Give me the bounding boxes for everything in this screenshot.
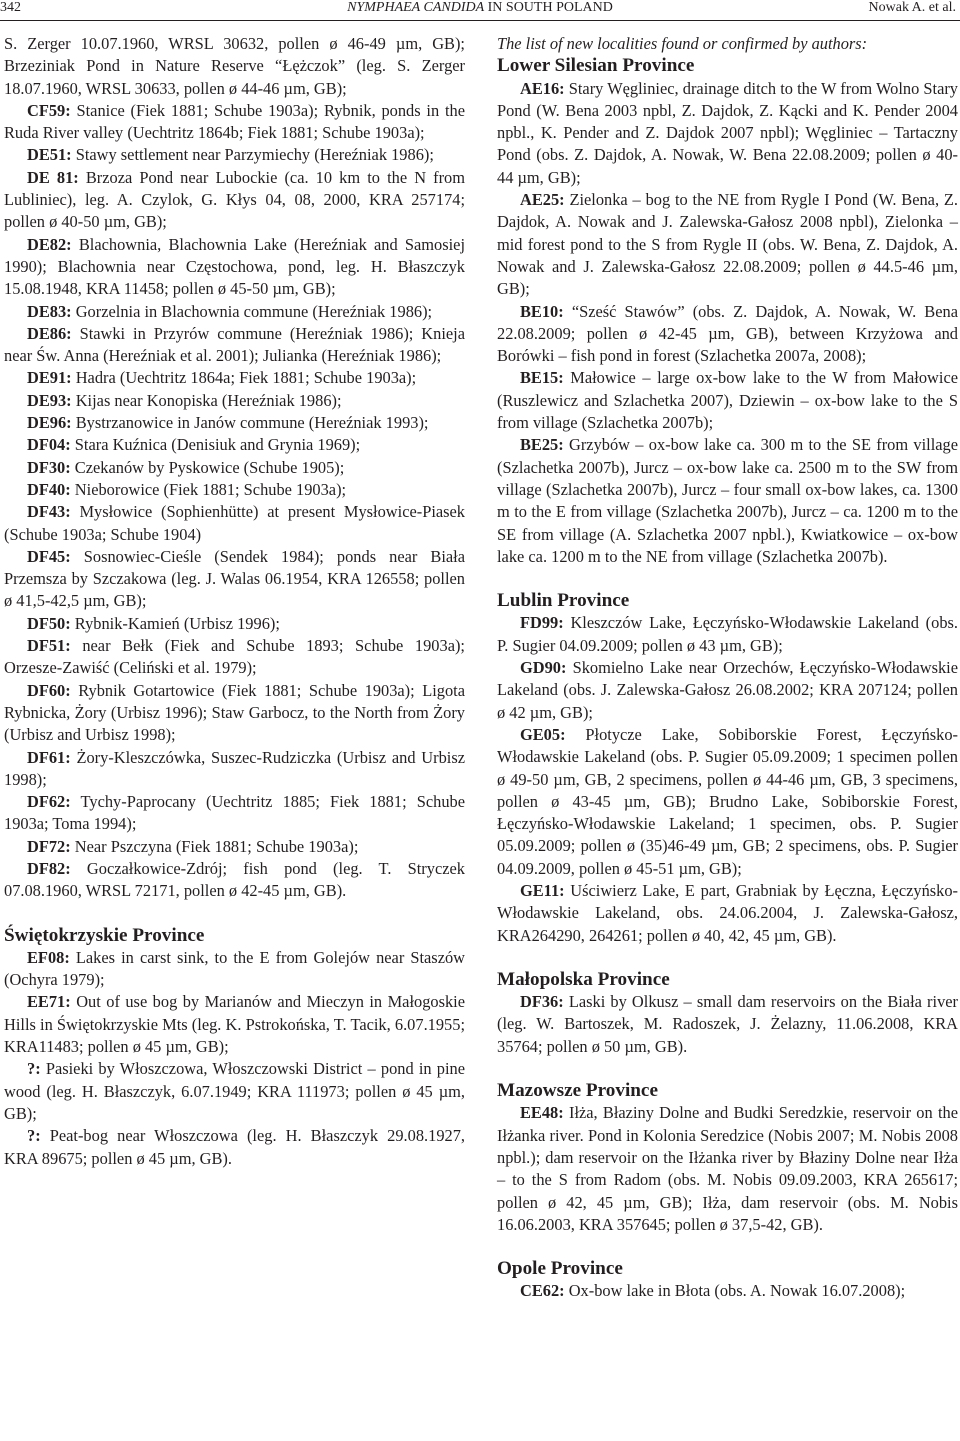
grid-code: DE 81: xyxy=(27,167,79,187)
entry-text: Stawy settlement near Parzymiechy (Hereźniak 1986); xyxy=(71,145,434,165)
entry-text: Stary Węgliniec, drainage ditch to the W from Wolno Stary Pond (W. Bena 2003 npbl, Z. Dajdok, Z. Kącki and K. Pender 2004 npbl., K. Pender and Z. Dajdok 2007 npbl); Węgliniec – Tartaczny Pond (obs. Z. Dajdok, A. Nowak, W. Bena 22.08.2009; pollen ø 40-44 µm, GB); xyxy=(497,78,958,187)
locality-entry xyxy=(497,1280,958,1302)
locality-entry xyxy=(4,144,465,166)
grid-code: FD99: xyxy=(520,613,564,633)
entry-text: Żory-Kleszczówka, Suszec-Rudziczka (Urbisz and Urbisz 1998); xyxy=(4,747,465,789)
grid-code: DF36: xyxy=(520,992,564,1012)
grid-code: DF82: xyxy=(27,858,71,878)
entry-text: Zielonka – bog to the NE from Rygle I Pond (W. Bena, Z. Dajdok, A. Nowak and J. Zalewska-Gałosz 2008 npbl), Zielonka – mid forest pond to the S from Rygle II (obs. W. Bena, Z. Dajdok, A. Nowak and J. Zalewska-Gałosz 22.08.2009; pollen ø 44.5-46 µm, GB); xyxy=(497,190,958,299)
province-heading-mazowsze: Mazowsze Province xyxy=(497,1080,658,1102)
entry-text: Ox-bow lake in Błota (obs. A. Nowak 16.07.2008); xyxy=(564,1281,906,1301)
locality-entry xyxy=(4,301,465,323)
entry-text: Skomielno Lake near Orzechów, Łęczyńsko-Włodawskie Lakeland (obs. J. Zalewska-Gałosz 26.08.2002; KRA 207124; pollen ø 42 µm, GB); xyxy=(497,658,958,722)
grid-code: DF61: xyxy=(27,747,71,767)
page-number: 342 xyxy=(0,0,21,15)
running-header xyxy=(0,0,960,16)
grid-code: CF59: xyxy=(27,100,71,120)
locality-entry xyxy=(497,657,958,724)
grid-code: GD90: xyxy=(520,658,567,678)
entry-text: Uściwierz Lake, E part, Grabniak by Łęczna, Łęczyńsko-Włodawskie Lakeland, obs. 24.06.2004, J. Zalewska-Gałosz, KRA264290, 264261; pollen ø 40, 42, 45 µm, GB). xyxy=(497,880,958,945)
grid-code: DE91: xyxy=(27,368,72,388)
locality-entry xyxy=(4,613,465,635)
grid-code: EF08: xyxy=(27,947,70,967)
entry-text: Mysłowice (Sophienhütte) at present Mysłowice-Piasek (Schube 1903a; Schube 1904) xyxy=(4,502,465,544)
entry-text: Pasieki by Włoszczowa, Włoszczowski District – pond in pine wood (leg. H. Błaszczyk, 6.07.1949; KRA 111973; pollen ø 45 µm, GB); xyxy=(4,1059,465,1123)
entry-text: Lakes in carst sink, to the E from Golejów near Staszów (Ochyra 1979); xyxy=(4,947,465,990)
grid-code: AE16: xyxy=(520,78,565,98)
grid-code: ?: xyxy=(27,1059,41,1079)
running-authors: Nowak A. et al. xyxy=(868,0,956,15)
entry-text: Sosnowiec-Cieśle (Sendek 1984); ponds near Biała Przemsza by Szczakowa (leg. J. Walas 06.1954, KRA 126558; pollen ø 41,5-42,5 µm, GB); xyxy=(4,546,465,611)
entry-text: “Sześć Stawów” (obs. Z. Dajdok, A. Nowak, W. Bena 22.08.2009; pollen ø 42-45 µm, GB), between Krzyżowa and Borówki – fish pond in forest (Szlachetka 2007a, 2008); xyxy=(497,301,958,366)
entry-text: Stara Kuźnica (Denisiuk and Grynia 1969); xyxy=(70,435,361,455)
locality-entry xyxy=(497,301,958,368)
entry-text: Nieborowice (Fiek 1881; Schube 1903a); xyxy=(70,479,347,499)
locality-entry xyxy=(4,947,465,992)
grid-code: DE86: xyxy=(27,323,72,343)
entry-text: Tychy-Paprocany (Uechtritz 1885; Fiek 1881; Schube 1903a; Toma 1994); xyxy=(4,792,465,834)
province-heading-malopolska: Małopolska Province xyxy=(497,968,670,990)
entry-text: Małowice – large ox-bow lake to the W from Małowice (Ruszlewicz and Szlachetka 2007), Dziewin – ox-bow lake to the S from village (Szlachetka 2007b); xyxy=(497,368,958,433)
locality-entry xyxy=(4,791,465,836)
running-title-species: NYMPHAEA CANDIDA xyxy=(347,0,485,15)
grid-code: DF40: xyxy=(27,479,71,499)
grid-code: DF50: xyxy=(27,613,71,633)
grid-code: DF43: xyxy=(27,502,71,522)
locality-entry xyxy=(497,724,958,880)
entry-text: Gorzelnia in Blachownia commune (Hereźniak 1986); xyxy=(71,301,433,321)
running-title xyxy=(0,0,960,16)
locality-entry xyxy=(4,412,465,434)
locality-entry xyxy=(4,501,465,546)
entry-text: Czekanów by Pyskowice (Schube 1905); xyxy=(70,457,345,477)
entry-text: Near Pszczyna (Fiek 1881; Schube 1903a); xyxy=(70,836,359,856)
new-localities-intro: The list of new localities found or confirmed by authors: xyxy=(497,34,868,53)
province-heading-swietokrzyskie: Świętokrzyskie Province xyxy=(4,924,205,946)
grid-code: DE93: xyxy=(27,390,72,410)
locality-entry xyxy=(4,457,465,479)
header-rule xyxy=(0,20,960,21)
entry-text: Bystrzanowice in Janów commune (Hereźniak 1993); xyxy=(71,413,429,433)
locality-entry xyxy=(4,434,465,456)
entry-text: Blachownia, Blachownia Lake (Hereźniak and Samosiej 1990); Blachownia near Częstochowa, pond, leg. H. Błaszczyk 15.08.1948, KRA 11458; pollen ø 45-50 µm, GB); xyxy=(4,234,465,299)
grid-code: AE25: xyxy=(520,190,565,210)
grid-code: DF51: xyxy=(27,636,71,656)
running-title-rest: IN SOUTH POLAND xyxy=(484,0,613,15)
grid-code: DF72: xyxy=(27,836,71,856)
grid-code: DE96: xyxy=(27,413,72,433)
grid-code: BE10: xyxy=(520,301,564,321)
locality-entry xyxy=(4,635,465,680)
locality-entry xyxy=(4,836,465,858)
entry-text: Hadra (Uechtritz 1864a; Fiek 1881; Schube 1903a); xyxy=(71,368,417,388)
locality-entry xyxy=(4,546,465,613)
locality-entry xyxy=(4,747,465,792)
grid-code: DE82: xyxy=(27,234,72,254)
grid-code: DF04: xyxy=(27,435,71,455)
entry-text: near Bełk (Fiek and Schube 1893; Schube 1903a); Orzesze-Zawiść (Celiński et al. 1979); xyxy=(4,636,465,678)
entry-text: Płotycze Lake, Sobiborskie Forest, Łęczyńsko-Włodawskie Lakeland (obs. P. Sugier 05.09.2009; 1 specimen pollen ø 49-50 µm, GB, 2 specimens, pollen ø 44-46 µm, GB, 3 specimens, pollen ø 43-45 µm, GB); Brudno Lake, Sobiborskie Forest, Łęczyńsko-Włodawskie Lakeland; 1 specimen, obs. P. Sugier 05.09.2009; pollen ø (35)46-49 µm, GB; 2 specimens, obs. P. Sugier 04.09.2009, pollen ø 45-51 µm, GB); xyxy=(497,724,958,878)
locality-entry xyxy=(4,234,465,301)
entry-text: Kleszczów Lake, Łęczyńsko-Włodawskie Lakeland (obs. P. Sugier 04.09.2009; pollen ø 43 µm, GB); xyxy=(497,613,958,655)
grid-code: DF60: xyxy=(27,680,71,700)
locality-entry xyxy=(497,78,958,189)
grid-code: ?: xyxy=(27,1126,41,1146)
grid-code: DE83: xyxy=(27,301,72,321)
locality-entry xyxy=(4,1058,465,1125)
entry-text: Goczałkowice-Zdrój; fish pond (leg. T. Stryczek 07.08.1960, WRSL 72171, pollen ø 42-45 µm, GB). xyxy=(4,858,465,901)
entry-text: Kijas near Konopiska (Hereźniak 1986); xyxy=(71,390,342,410)
entry-text: Brzoza Pond near Lubockie (ca. 10 km to the N from Lubliniec), leg. A. Czylok, G. Kłys 04, 08, 2000, KRA 257174; pollen ø 40-50 µm, GB); xyxy=(4,167,466,232)
locality-entry xyxy=(4,479,465,501)
continued-entry: S. Zerger 10.07.1960, WRSL 30632, pollen ø 46-49 µm, GB); Brzeziniak Pond in Nature Reserve “Łężczok” (leg. S. Zerger 18.07.1960, WRSL 30633, pollen ø 44-46 µm, GB); xyxy=(4,34,465,98)
entry-text: Peat-bog near Włoszczowa (leg. H. Błaszczyk 29.08.1927, KRA 89675; pollen ø 45 µm, GB). xyxy=(4,1126,465,1168)
entry-text: Stanice (Fiek 1881; Schube 1903a); Rybnik, ponds in the Ruda River valley (Uechtritz 1864b; Fiek 1881; Schube 1903a); xyxy=(4,100,465,143)
locality-entry xyxy=(497,991,958,1058)
grid-code: DF62: xyxy=(27,792,71,812)
entry-text: Stawki in Przyrów commune (Hereźniak 1986); Knieja near Św. Anna (Hereźniak et al. 2001); Julianka (Hereźniak 1986); xyxy=(4,323,465,366)
locality-entry xyxy=(4,858,465,903)
grid-code: EE48: xyxy=(520,1103,564,1123)
left-column xyxy=(4,33,465,1170)
grid-code: BE25: xyxy=(520,435,564,455)
grid-code: DE51: xyxy=(27,145,72,165)
grid-code: BE15: xyxy=(520,368,564,388)
grid-code: EE71: xyxy=(27,992,71,1012)
locality-entry xyxy=(497,1102,958,1236)
grid-code: DF30: xyxy=(27,457,71,477)
right-column xyxy=(497,33,958,1303)
locality-entry xyxy=(497,189,958,300)
grid-code: GE05: xyxy=(520,724,566,744)
locality-entry xyxy=(4,323,465,368)
locality-entry xyxy=(4,167,465,234)
locality-entry xyxy=(4,100,465,145)
locality-entry xyxy=(4,680,465,747)
locality-entry xyxy=(4,1125,465,1170)
entry-text: Out of use bog by Marianów and Mieczyn in Małogoskie Hills in Świętokrzyskie Mts (leg. K. Pstrokońska, T. Tacik, 6.07.1955; KRA11483; pollen ø 45 µm, GB); xyxy=(4,992,465,1057)
entry-text: Laski by Olkusz – small dam reservoirs on the Biała river (leg. W. Bartoszek, M. Radoszek, J. Żelazny, 11.06.2008, KRA 35764; pollen ø 50 µm, GB). xyxy=(497,992,958,1056)
locality-entry xyxy=(4,367,465,389)
province-heading-opole: Opole Province xyxy=(497,1258,623,1280)
locality-entry xyxy=(4,991,465,1058)
locality-entry xyxy=(497,434,958,568)
entry-text: Iłża, Błaziny Dolne and Budki Seredzkie, reservoir on the Iłżanka river. Pond in Kolonia Seredzice (Nobis 2007; M. Nobis 2008 npbl.); dam reservoir on the Iłżanka river by Błaziny Dolne near Iłża – to the S from Radom (obs. M. Nobis 09.09.2003, KRA 265617; pollen ø 42, 45 µm, GB); Iłża, dam reservoir (obs. M. Nobis 16.06.2003, KRA 357645; pollen ø 37,5-42, GB). xyxy=(497,1103,958,1234)
locality-entry xyxy=(497,880,958,947)
entry-text: Grzybów – ox-bow lake ca. 300 m to the SE from village (Szlachetka 2007b), Jurcz – ox-bow lake ca. 2500 m to the SW from village (Szlachetka 2007b), Jurcz – four small ox-bow lakes, ca. 1300 m to the E from village (Szlachetka 2007b), Jurcz – ca. 1200 m to the SE from village (A. Szlachetka 2007 npbl.), Kwiatkowice – ox-bow lake ca. 1200 m to the NE from village (Szlachetka 2007b). xyxy=(497,435,958,566)
locality-entry xyxy=(497,612,958,657)
locality-entry xyxy=(4,390,465,412)
grid-code: CE62: xyxy=(520,1281,565,1301)
locality-entry xyxy=(497,367,958,434)
grid-code: DF45: xyxy=(27,546,71,566)
entry-text: Rybnik Gotartowice (Fiek 1881; Schube 1903a); Ligota Rybnicka, Żory (Urbisz 1996); Staw Garbocz, to the North from Żory (Urbisz and Urbisz 1998); xyxy=(4,680,465,745)
province-heading-lower-silesian: Lower Silesian Province xyxy=(497,55,695,77)
entry-text: Rybnik-Kamień (Urbisz 1996); xyxy=(70,613,280,633)
province-heading-lublin: Lublin Province xyxy=(497,590,630,612)
grid-code: GE11: xyxy=(520,880,565,900)
